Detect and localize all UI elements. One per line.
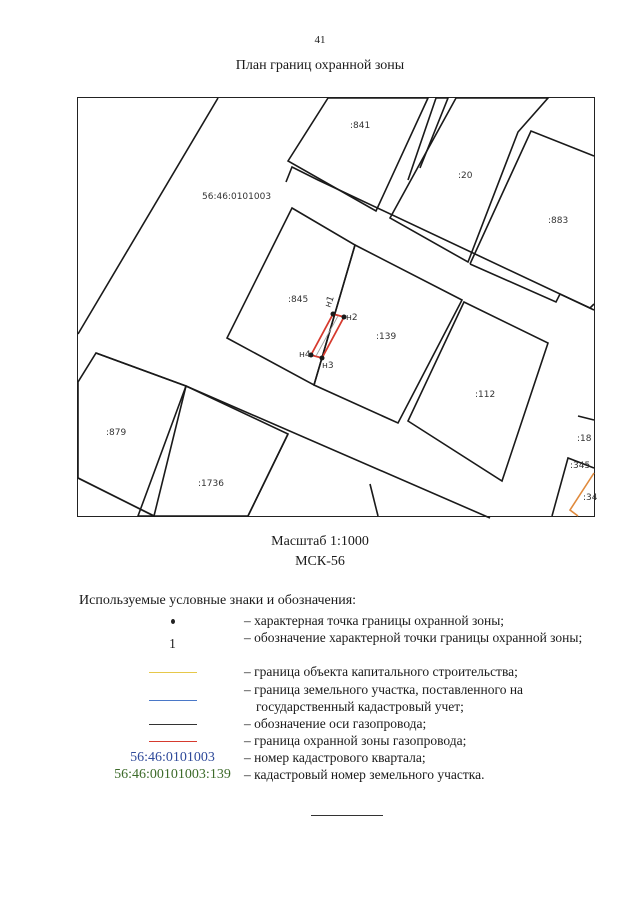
parcel-borders — [78, 98, 594, 518]
legend-symbol-red-line — [100, 732, 245, 749]
legend-description: – характерная точка границы охранной зоны; — [244, 613, 505, 628]
parcel-label-18: :18 — [577, 434, 592, 444]
coordinate-system: МСК-56 — [295, 554, 345, 569]
cadastral-map — [77, 97, 598, 517]
parcel-label-845: :845 — [288, 295, 309, 305]
parcel-label-139: :139 — [376, 332, 397, 342]
legend-description: – граница объекта капитального строительства; — [244, 664, 518, 679]
legend-description: – номер кадастрового квартала; — [244, 750, 426, 765]
parcel-879 — [78, 353, 186, 516]
point-label-n2: н2 — [346, 313, 358, 323]
end-divider — [311, 815, 383, 816]
legend-symbol-point-number: 1 — [169, 636, 176, 651]
legend-symbol-point — [100, 612, 245, 629]
parcel-label-34: :34 — [583, 493, 598, 503]
parcel-label-20: :20 — [458, 171, 473, 181]
parcel-1736 — [138, 386, 288, 516]
yellow-line-icon — [149, 672, 197, 673]
parcel-label-112: :112 — [475, 390, 496, 400]
page-number: 41 — [314, 34, 326, 46]
legend-heading: Используемые условные знаки и обозначения: — [79, 593, 357, 608]
parcel-lower-right — [370, 484, 378, 516]
parcel-label-345: :345 — [570, 461, 591, 471]
parcel-879-lower — [78, 478, 154, 516]
parcel-label-879: :879 — [106, 428, 127, 438]
legend-symbol-yellow-line — [100, 663, 245, 680]
legend-symbol-blue-line — [100, 691, 245, 708]
point-n1 — [331, 312, 336, 317]
legend-symbol-cadastral-number: 56:46:00101003:139 — [114, 767, 231, 782]
legend-description: – обозначение оси газопровода; — [244, 716, 427, 731]
point-n3 — [320, 356, 325, 361]
black-line-icon — [149, 724, 197, 725]
parcel-strip-right — [408, 98, 448, 180]
protection-zone-boundary — [311, 314, 344, 358]
point-label-n1: н1 — [323, 294, 337, 310]
red-line-icon — [149, 741, 197, 742]
parcel-18-border — [578, 416, 594, 420]
parcel-841 — [288, 98, 428, 211]
scale-text: Масштаб 1:1000 — [271, 534, 369, 549]
legend-description: – граница земельного участка, поставленного на государственный кадастровый учет; — [244, 682, 524, 714]
dot-icon — [171, 619, 175, 624]
point-label-n3: н3 — [322, 361, 334, 371]
parcel-label-1736: :1736 — [198, 479, 224, 489]
page-title: План границ охранной зоны — [235, 58, 405, 73]
legend-description: – обозначение характерной точки границы охранной зоны; — [244, 630, 583, 645]
legend-symbol-quarter-number: 56:46:0101003 — [130, 750, 215, 765]
legend-symbol-black-line — [100, 715, 245, 732]
scale-block — [0, 532, 640, 572]
parcel-883 — [470, 131, 594, 264]
parcel-883-steps — [470, 264, 594, 308]
street-boundary-left — [78, 98, 218, 334]
blue-line-icon — [149, 700, 197, 701]
parcel-label-883: :883 — [548, 216, 569, 226]
parcel-1736-right — [248, 434, 288, 516]
point-label-n4: н4 — [299, 350, 311, 360]
map-drawing — [78, 98, 598, 516]
parcel-label-841: :841 — [350, 121, 371, 131]
legend-description: – кадастровый номер земельного участка. — [244, 767, 485, 782]
legend-description: – граница охранной зоны газопровода; — [244, 733, 467, 748]
quarter-label: 56:46:0101003 — [202, 192, 272, 202]
